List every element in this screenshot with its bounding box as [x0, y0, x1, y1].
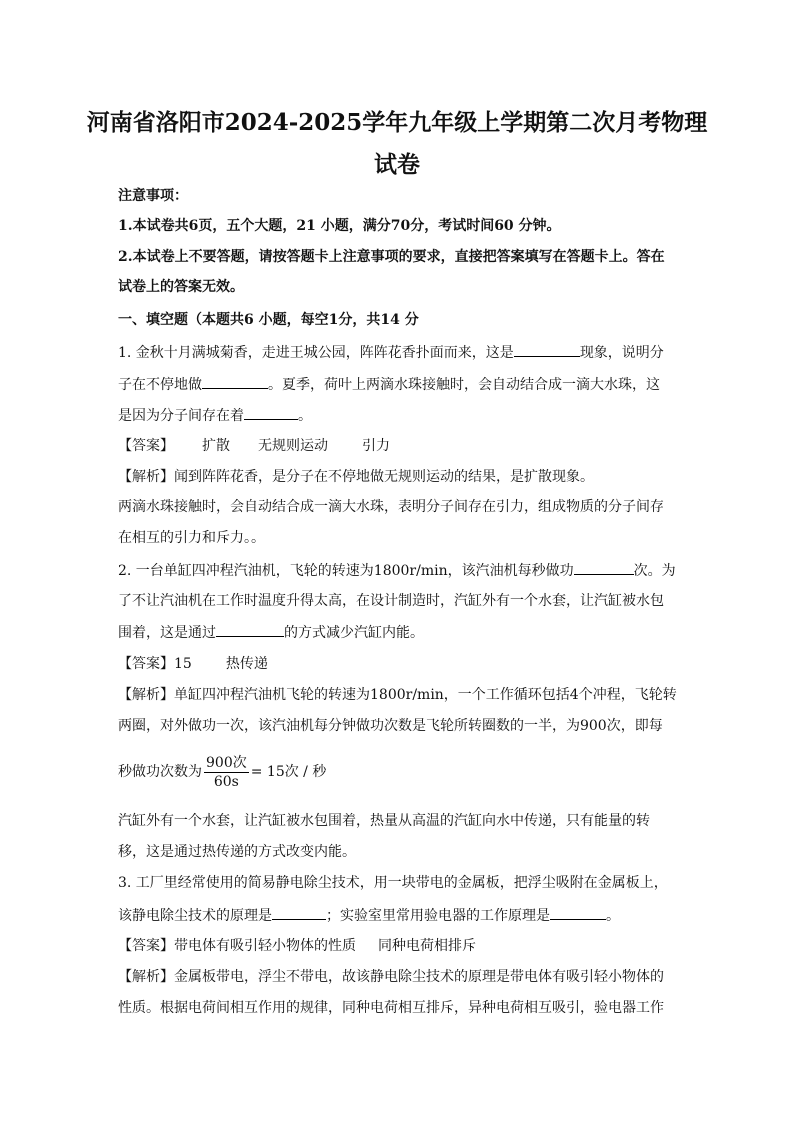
- answer-value: 15: [174, 656, 192, 672]
- q3-line-2: [118, 905, 676, 926]
- analysis-label: 【解析】: [118, 687, 174, 703]
- analysis-label: 【解析】: [118, 469, 174, 485]
- analysis-text: 金属板带电，浮尘不带电，故该静电除尘技术的原理是带电体有吸引轻小物体的: [174, 969, 664, 985]
- q3-analysis-1: [118, 967, 676, 987]
- q1-line-1: [118, 342, 676, 363]
- q3-text: 该静电除尘技术的原理是: [118, 908, 272, 924]
- q2-answer: [118, 654, 676, 674]
- answer-blank: [550, 905, 606, 920]
- answer-value: 带电体有吸引轻小物体的性质: [174, 938, 356, 954]
- page-title-line1: 河南省洛阳市2024-2025学年九年级上学期第二次月考物理: [86, 109, 708, 136]
- formula-numerator: 900次: [206, 754, 247, 771]
- q2-analysis-2: 两圈，对外做功一次，该汽油机每分钟做功次数是飞轮所转圈数的一半，为900次，即每: [118, 718, 663, 734]
- q1-text: 1. 金秋十月满城菊香，走进王城公园，阵阵花香扑面而来，这是: [118, 345, 514, 361]
- q1-line-2: [118, 374, 676, 395]
- formula-prefix: 秒做功次数为: [118, 764, 202, 780]
- q2-text: 2. 一台单缸四冲程汽油机，飞轮的转速为1800r/min，该汽油机每秒做功: [118, 563, 574, 579]
- q1-text: 。夏季，荷叶上两滴水珠接触时，会自动结合成一滴大水珠，这: [268, 377, 660, 393]
- q2-text: 的方式减少汽缸内能。: [284, 625, 424, 641]
- answer-blank: [216, 622, 284, 637]
- q2-analysis-4: 移，这是通过热传递的方式改变内能。: [118, 844, 356, 860]
- answer-value: 引力: [362, 438, 390, 454]
- q2-text: 次。为: [633, 563, 676, 579]
- formula-denominator: 60s: [213, 773, 239, 790]
- q1-text: 子在不停地做: [118, 377, 202, 393]
- q3-text: 。: [606, 908, 620, 924]
- q1-text: 。: [298, 408, 312, 424]
- q3-line-1: 3. 工厂里经常使用的简易静电除尘技术，用一块带电的金属板，把浮尘吸附在金属板上，: [118, 875, 668, 891]
- answer-label: 【答案】: [118, 438, 174, 454]
- formula-result: = 15次 / 秒: [250, 764, 327, 780]
- q2-line-1: [118, 560, 676, 581]
- answer-label: 【答案】: [118, 938, 174, 954]
- analysis-text: 闻到阵阵花香，是分子在不停地做无规则运动的结果，是扩散现象。: [174, 469, 594, 485]
- notice-heading: 注意事项：: [118, 188, 188, 204]
- q1-text: 是因为分子间存在着: [118, 408, 244, 424]
- notice-item-2-line2: 试卷上的答案无效。: [118, 279, 244, 295]
- answer-blank: [244, 405, 298, 420]
- q2-analysis-3: 汽缸外有一个水套，让汽缸被水包围着，热量从高温的汽缸向水中传递，只有能量的转: [118, 813, 650, 829]
- q2-analysis-1: [118, 685, 676, 705]
- answer-blank: [574, 560, 634, 575]
- q3-text: ；实验室里常用验电器的工作原理是: [326, 908, 550, 924]
- q1-analysis-2: 两滴水珠接触时，会自动结合成一滴大水珠，表明分子间存在引力，组成物质的分子间存: [118, 499, 664, 515]
- analysis-text: 单缸四冲程汽油机飞轮的转速为1800r/min，一个工作循环包括4个冲程，飞轮转: [174, 687, 677, 703]
- q2-line-2: 了不让汽油机在工作时温度升得太高，在设计制造时，汽缸外有一个水套，让汽缸被水包: [118, 593, 664, 609]
- notice-item-1: 1.本试卷共6页，五个大题，21 小题，满分70分，考试时间60 分钟。: [118, 218, 561, 234]
- answer-value: 扩散: [202, 438, 230, 454]
- answer-label: 【答案】: [118, 656, 174, 672]
- answer-value: 无规则运动: [258, 438, 328, 454]
- q1-line-3: [118, 405, 676, 426]
- q2-line-3: [118, 622, 676, 643]
- answer-value: 热传递: [225, 656, 268, 672]
- q3-answer: [118, 936, 676, 956]
- q1-answer: [118, 436, 676, 456]
- answer-value: 同种电荷相排斥: [378, 938, 476, 954]
- page-title-line2: 试卷: [374, 151, 420, 178]
- q2-text: 围着，这是通过: [118, 625, 216, 641]
- q2-formula: [118, 752, 676, 792]
- q1-analysis-3: 在相互的引力和斥力。。: [118, 530, 265, 546]
- q1-analysis-1: [118, 467, 676, 487]
- q1-text: 现象，说明分: [579, 345, 664, 361]
- formula-fraction: [204, 754, 249, 791]
- section-1-heading: 一、填空题（本题共6 小题，每空1分，共14 分: [118, 312, 419, 328]
- notice-item-2-line1: 2.本试卷上不要答题，请按答题卡上注意事项的要求，直接把答案填写在答题卡上。答在: [118, 249, 665, 265]
- q3-analysis-2: 性质。根据电荷间相互作用的规律，同种电荷相互排斥，异种电荷相互吸引，验电器工作: [118, 1000, 664, 1016]
- answer-blank: [272, 905, 326, 920]
- analysis-label: 【解析】: [118, 969, 174, 985]
- answer-blank: [202, 374, 268, 389]
- answer-blank: [514, 342, 580, 357]
